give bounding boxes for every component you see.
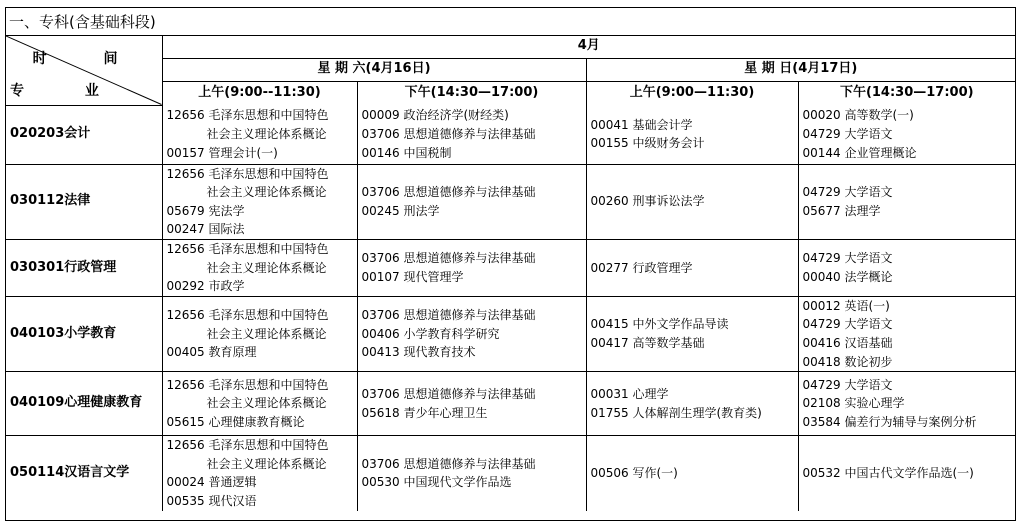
exam-cell [162,436,357,511]
month-header: 4月 [162,36,1015,58]
exam-cell [798,239,1015,296]
exam-schedule-frame [5,7,1016,521]
course-line: 00031 心理学 [590,387,669,402]
major-name: 050114汉语言文学 [6,436,162,511]
major-name: 040103小学教育 [6,296,162,371]
exam-cell [357,239,586,296]
exam-cell [798,105,1015,164]
major-name: 030301行政管理 [6,239,162,296]
course-line: 00415 中外文学作品导读 [590,317,729,332]
course-line: 00144 企业管理概论 [802,145,917,160]
course-line: 00009 政治经济学(财经类) [361,108,509,123]
exam-cell [586,164,798,239]
exam-cell [357,164,586,239]
course-line: 12656 毛泽东思想和中国特色 [166,308,329,323]
course-line: 12656 毛泽东思想和中国特色 [166,241,329,256]
slot-sat-afternoon: 下午(14:30—17:00) [357,81,586,105]
course-line: 社会主义理论体系概论 [206,260,327,275]
course-line: 00277 行政管理学 [590,260,693,275]
course-line: 03706 思想道德修养与法律基础 [361,387,536,402]
course-line: 03706 思想道德修养与法律基础 [361,251,536,266]
exam-cell [357,436,586,511]
course-line: 00292 市政学 [166,279,245,294]
exam-cell [357,105,586,164]
exam-cell [798,296,1015,371]
course-line: 00416 汉语基础 [802,336,893,351]
course-line: 社会主义理论体系概论 [206,396,327,411]
course-line: 04729 大学语文 [802,185,893,200]
section-title: 一、专科(含基础科段) [6,8,1015,36]
table-row [6,164,1015,239]
course-line: 01755 人体解剖生理学(教育类) [590,405,762,420]
slot-sun-afternoon: 下午(14:30—17:00) [798,81,1015,105]
exam-cell [357,372,586,436]
course-line: 00506 写作(一) [590,466,678,481]
course-line: 00418 数论初步 [802,354,893,369]
course-line: 04729 大学语文 [802,126,893,141]
course-line: 05679 宪法学 [166,203,245,218]
course-line: 03706 思想道德修养与法律基础 [361,126,536,141]
course-line: 03706 思想道德修养与法律基础 [361,185,536,200]
schedule-body [6,105,1015,511]
course-line: 04729 大学语文 [802,251,893,266]
major-name: 020203会计 [6,105,162,164]
course-line: 00406 小学教育科学研究 [361,326,500,341]
course-line: 00041 基础会计学 [590,117,693,132]
course-line: 03706 思想道德修养与法律基础 [361,456,536,471]
course-line: 05615 心理健康教育概论 [166,415,305,430]
course-line: 00012 英语(一) [802,298,890,313]
exam-cell [162,164,357,239]
course-line: 04729 大学语文 [802,377,893,392]
course-line: 00107 现代管理学 [361,269,464,284]
exam-cell [357,296,586,371]
course-line: 社会主义理论体系概论 [206,326,327,341]
course-line: 00155 中级财务会计 [590,136,705,151]
course-line: 12656 毛泽东思想和中国特色 [166,108,329,123]
course-line: 03584 偏差行为辅导与案例分析 [802,415,977,430]
exam-cell [162,239,357,296]
exam-cell [162,105,357,164]
exam-cell [586,296,798,371]
slot-sat-morning: 上午(9:00--11:30) [162,81,357,105]
course-line: 00146 中国税制 [361,145,452,160]
table-row [6,239,1015,296]
course-line: 00157 管理会计(一) [166,145,278,160]
table-row [6,372,1015,436]
course-line: 00405 教育原理 [166,345,257,360]
corner-header-cell [6,36,162,105]
course-line: 00247 国际法 [166,222,245,237]
major-name: 030112法律 [6,164,162,239]
course-line: 00413 现代教育技术 [361,345,476,360]
exam-schedule-table [6,36,1015,511]
course-line: 05618 青少年心理卫生 [361,405,488,420]
weekday-sunday: 星 期 日(4月17日) [586,58,1015,81]
exam-cell [798,436,1015,511]
exam-cell [586,105,798,164]
month-header-row [6,36,1015,58]
exam-cell [586,436,798,511]
exam-cell [798,372,1015,436]
exam-cell [586,372,798,436]
exam-cell [162,296,357,371]
course-line: 00535 现代汉语 [166,494,257,509]
exam-cell [798,164,1015,239]
course-line: 00024 普通逻辑 [166,475,257,490]
course-line: 社会主义理论体系概论 [206,456,327,471]
exam-cell [162,372,357,436]
exam-cell [586,239,798,296]
weekday-saturday: 星 期 六(4月16日) [162,58,586,81]
course-line: 00532 中国古代文学作品选(一) [802,466,974,481]
slot-sun-morning: 上午(9:00—11:30) [586,81,798,105]
course-line: 05677 法理学 [802,203,881,218]
major-name: 040109心理健康教育 [6,372,162,436]
time-label: 时 间 [32,51,144,67]
course-line: 社会主义理论体系概论 [206,185,327,200]
course-line: 00245 刑法学 [361,203,440,218]
table-row [6,296,1015,371]
course-line: 00260 刑事诉讼法学 [590,194,705,209]
course-line: 04729 大学语文 [802,317,893,332]
course-line: 00020 高等数学(一) [802,108,914,123]
course-line: 00530 中国现代文学作品选 [361,475,512,490]
course-line: 00040 法学概论 [802,269,893,284]
table-row [6,105,1015,164]
table-row [6,436,1015,511]
course-line: 12656 毛泽东思想和中国特色 [166,438,329,453]
course-line: 12656 毛泽东思想和中国特色 [166,166,329,181]
course-line: 00417 高等数学基础 [590,336,705,351]
course-line: 02108 实验心理学 [802,396,905,411]
course-line: 03706 思想道德修养与法律基础 [361,308,536,323]
course-line: 12656 毛泽东思想和中国特色 [166,377,329,392]
major-label: 专 业 [10,82,127,99]
course-line: 社会主义理论体系概论 [206,126,327,141]
